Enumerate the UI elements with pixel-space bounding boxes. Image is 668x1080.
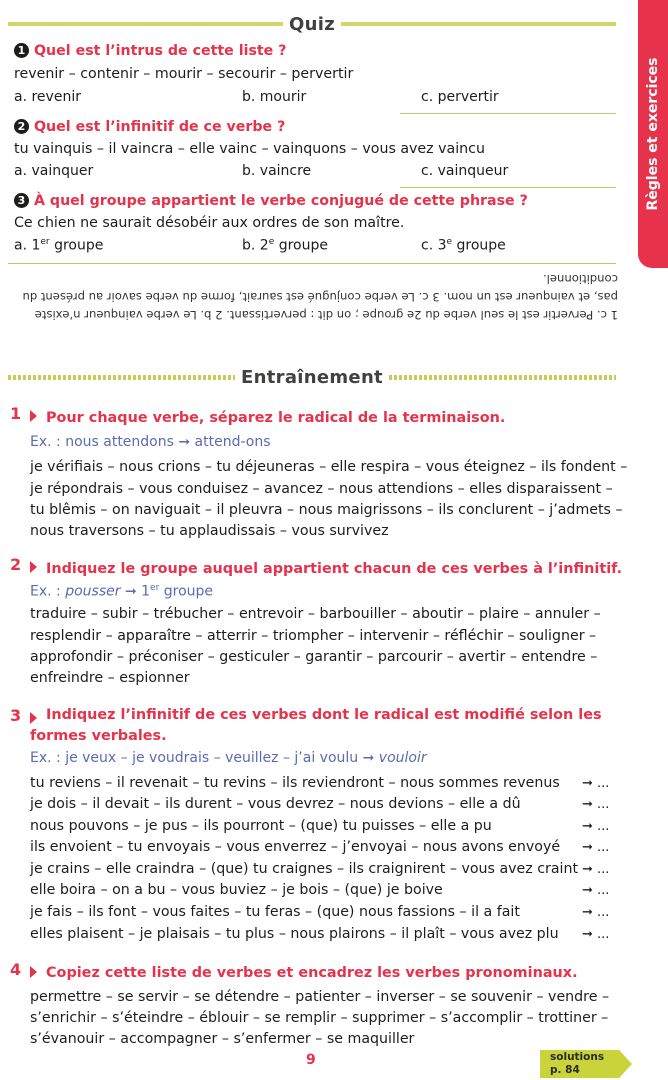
exercise-2-line: enfreindre – espionner <box>30 670 190 686</box>
answer-blank[interactable]: ➞ ... <box>582 883 610 898</box>
exercise-2-example <box>30 583 213 600</box>
triangle-icon <box>30 712 37 724</box>
example-text: attend-ons <box>190 434 271 450</box>
quiz-q1-option-b[interactable]: b. mourir <box>242 89 307 105</box>
quiz-answers-line-2: pas, et vainqueur est un nom. 3 c. Le verbe conjugué est saurait, forme du verbe savoir au présent du <box>22 290 618 304</box>
exercise-4-line: s’enrichir – s’éteindre – éblouir – se remplir – supprimer – s’accomplir – trottiner – <box>30 1010 609 1026</box>
heading-rule-right <box>341 22 616 26</box>
exercise-2-line: traduire – subir – trébucher – entrevoir – barbouiller – aboutir – plaire – annuler – <box>30 606 601 622</box>
exercise-2-title: Indiquez le groupe auquel appartient chacun de ces verbes à l’infinitif. <box>46 561 623 577</box>
example-text: groupe <box>159 583 214 600</box>
exercise-3-line: nous pouvons – je pus – ils pourront – (que) tu puisses – elle a pu <box>30 818 492 834</box>
exercise-1-number: 1 <box>10 404 22 423</box>
quiz-q3-sentence: Ce chien ne saurait désobéir aux ordres de son maître. <box>14 215 405 231</box>
exercise-4-title: Copiez cette liste de verbes et encadrez les verbes pronominaux. <box>46 965 578 981</box>
quiz-answers-line-1: 1 c. Pervertir est le seul verbe du 2e groupe ; on dit : pervertissant. 2 b. Le verbe vainqueur n’existe <box>34 308 618 322</box>
exercise-3-line: je crains – elle craindra – (que) tu craignes – ils craignirent – vous avez craint <box>30 861 579 877</box>
entrainement-heading <box>8 365 616 389</box>
option-text: groupe <box>274 237 328 254</box>
answer-blank[interactable]: ➞ ... <box>582 862 610 877</box>
answer-blank[interactable]: ➞ ... <box>582 927 610 942</box>
triangle-icon <box>30 410 37 422</box>
exercise-3-line: je fais – ils font – vous faites – tu feras – (que) nous fassions – il a fait <box>30 904 520 920</box>
exercise-1-line: nous traversons – tu applaudissais – vous survivez <box>30 523 389 539</box>
exercise-1-title: Pour chaque verbe, séparez le radical de la terminaison. <box>46 410 506 426</box>
option-sup: er <box>40 237 50 247</box>
example-verb: pousser <box>65 583 121 600</box>
exercise-1-example <box>30 434 271 450</box>
quiz-title: Quiz <box>289 13 335 35</box>
side-tab-label: Règles et exercices <box>645 57 661 211</box>
side-tab <box>638 0 668 268</box>
quiz-q1-option-a[interactable]: a. revenir <box>14 89 81 105</box>
heading-rule-left <box>8 375 235 380</box>
arrow-icon: ➞ <box>178 434 191 450</box>
exercise-1-line: tu blêmis – on naviguait – il pleuvra – nous maigrissons – ils conclurent – j’admets – <box>30 502 623 518</box>
answer-blank[interactable]: ➞ ... <box>582 797 610 812</box>
solutions-page: p. 84 <box>550 1064 580 1076</box>
exercise-3-line: je dois – il devait – ils durent – vous devrez – nous devions – elle a dû <box>30 796 521 812</box>
separator <box>8 263 616 264</box>
separator <box>400 113 616 114</box>
quiz-question-1 <box>14 43 286 59</box>
exercise-3-line: tu reviens – il revenait – tu revins – ils reviendront – nous sommes revenus <box>30 775 560 791</box>
quiz-q1-option-c[interactable]: c. pervertir <box>421 89 499 105</box>
exercise-2-line: approfondir – préconiser – gesticuler – garantir – parcourir – avertir – entendre – <box>30 649 598 665</box>
question-text: Quel est l’infinitif de ce verbe ? <box>34 119 286 135</box>
example-text: Ex. : nous attendons <box>30 434 179 450</box>
option-text: groupe <box>49 237 104 254</box>
quiz-question-3 <box>14 193 528 209</box>
quiz-q2-list: tu vainquis – il vaincra – elle vainc – vainquons – vous avez vaincu <box>14 141 485 157</box>
quiz-heading <box>8 12 616 36</box>
example-verb: vouloir <box>374 750 427 766</box>
arrow-icon: ➞ <box>362 750 375 766</box>
exercise-4-number: 4 <box>10 960 22 979</box>
example-text: Ex. : je veux – je voudrais – veuillez – j’ai voulu <box>30 750 363 766</box>
quiz-q3-option-a[interactable] <box>14 237 103 254</box>
exercise-3-line: elle boira – on a bu – vous buviez – je bois – (que) je boive <box>30 882 443 898</box>
exercise-3-line: elles plaisent – je plaisais – tu plus – nous plairons – il plaît – vous avez plu <box>30 926 559 942</box>
example-text: 1 <box>136 583 151 600</box>
triangle-icon <box>30 966 37 978</box>
question-number: 1 <box>14 43 29 58</box>
quiz-q2-option-a[interactable]: a. vainquer <box>14 163 94 179</box>
answer-blank[interactable]: ➞ ... <box>582 776 610 791</box>
solutions-label: solutions <box>550 1051 605 1063</box>
quiz-q3-option-c[interactable] <box>421 237 506 254</box>
exercise-3-title-line-2: formes verbales. <box>30 728 167 744</box>
exercise-4-line: s’évanouir – accompagner – s’enfermer – se maquiller <box>30 1031 415 1047</box>
quiz-answers-line-3: conditionnel. <box>543 272 618 286</box>
exercise-1-line: je vérifiais – nous crions – tu déjeuneras – elle respira – vous éteignez – ils fondent – <box>30 459 628 475</box>
example-text: Ex. : <box>30 583 66 600</box>
option-text: c. 3 <box>421 237 447 254</box>
option-text: b. 2 <box>242 237 269 254</box>
entrainement-title: Entraînement <box>241 366 383 388</box>
question-text: À quel groupe appartient le verbe conjugué de cette phrase ? <box>34 193 528 209</box>
exercise-4-line: permettre – se servir – se détendre – patienter – inverser – se souvenir – vendre – <box>30 989 610 1005</box>
example-sup: er <box>150 583 160 593</box>
heading-rule-left <box>8 22 283 26</box>
option-sup: e <box>268 237 275 247</box>
question-number: 2 <box>14 119 29 134</box>
exercise-3-example <box>30 750 427 766</box>
triangle-icon <box>30 561 37 573</box>
exercise-2-number: 2 <box>10 555 22 574</box>
quiz-q2-option-b[interactable]: b. vaincre <box>242 163 312 179</box>
exercise-3-number: 3 <box>10 706 22 725</box>
separator <box>400 187 616 188</box>
option-text: groupe <box>452 237 506 254</box>
question-text: Quel est l’intrus de cette liste ? <box>34 43 287 59</box>
option-text: a. 1 <box>14 237 41 254</box>
exercise-2-line: resplendir – apparaître – atterrir – triompher – intervenir – réfléchir – souligner – <box>30 628 597 644</box>
quiz-q1-list: revenir – contenir – mourir – secourir – pervertir <box>14 66 354 82</box>
page-number: 9 <box>306 1052 316 1068</box>
exercise-3-line: ils envoient – tu envoyais – vous enverrez – j’envoyai – nous avons envoyé <box>30 839 561 855</box>
solutions-link[interactable] <box>540 1050 632 1078</box>
quiz-question-2 <box>14 119 285 135</box>
answer-blank[interactable]: ➞ ... <box>582 840 610 855</box>
exercise-1-line: je répondrais – vous conduisez – avancez – nous attendions – elles disparaissent – <box>30 481 613 497</box>
question-number: 3 <box>14 193 29 208</box>
answer-blank[interactable]: ➞ ... <box>582 905 610 920</box>
exercise-3-title-line-1: Indiquez l’infinitif de ces verbes dont le radical est modifié selon les <box>46 707 602 723</box>
option-sup: e <box>446 237 453 247</box>
answer-blank[interactable]: ➞ ... <box>582 819 610 834</box>
heading-rule-right <box>389 375 616 380</box>
quiz-q3-option-b[interactable] <box>242 237 328 254</box>
arrow-icon: ➞ <box>124 583 137 600</box>
quiz-q2-option-c[interactable]: c. vainqueur <box>421 163 509 179</box>
